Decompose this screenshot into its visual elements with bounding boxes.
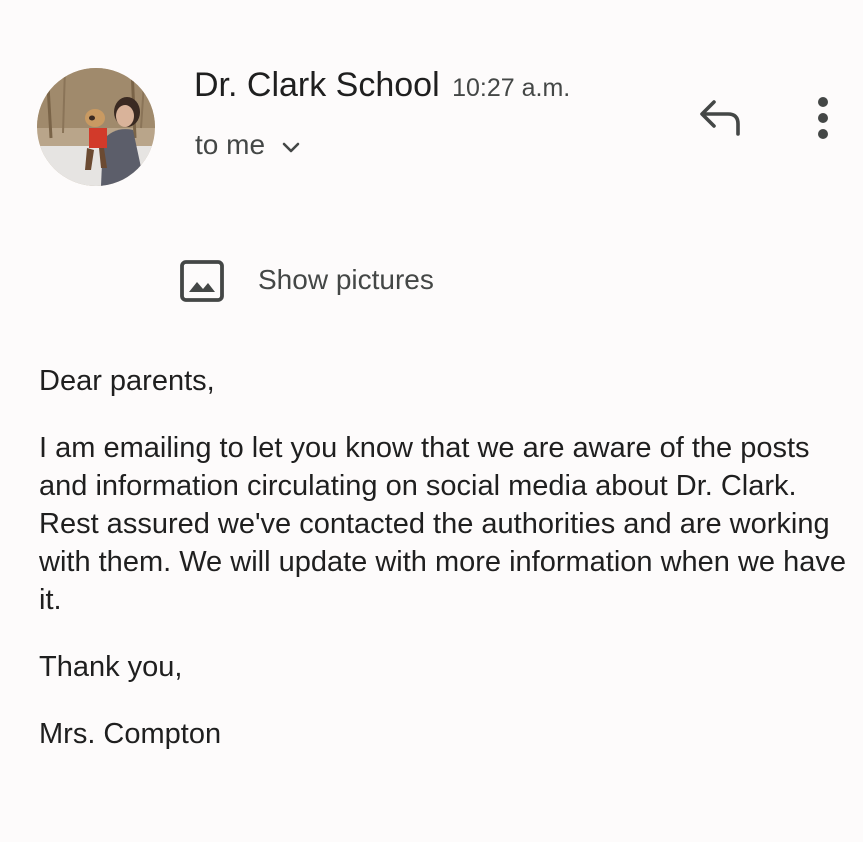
sender-line	[194, 66, 570, 105]
reply-button[interactable]	[694, 94, 746, 142]
more-options-button[interactable]	[805, 94, 841, 144]
email-paragraph: I am emailing to let you know that we are aware of the posts and information circulating on social media about Dr. Clark. Rest assured we've contacted the authorities and are working with them. We will update with more information when we have it.	[39, 432, 847, 616]
email-body	[39, 362, 849, 753]
email-signature: Mrs. Compton	[39, 718, 222, 750]
sender-name[interactable]: Dr. Clark School	[194, 66, 440, 104]
avatar-photo	[37, 68, 155, 186]
email-greeting: Dear parents,	[39, 365, 215, 397]
recipient-label: to me	[195, 129, 266, 160]
email-header	[0, 0, 863, 200]
chevron-down-icon	[281, 130, 301, 162]
recipient-toggle[interactable]	[195, 128, 301, 162]
email-timestamp: 10:27 a.m.	[452, 74, 571, 102]
show-pictures-button[interactable]	[178, 256, 434, 304]
email-closing: Thank you,	[39, 651, 183, 683]
sender-avatar[interactable]	[37, 68, 155, 186]
show-pictures-label: Show pictures	[258, 264, 434, 295]
image-icon	[178, 256, 226, 304]
more-vert-icon	[805, 94, 841, 144]
reply-icon	[694, 94, 746, 142]
